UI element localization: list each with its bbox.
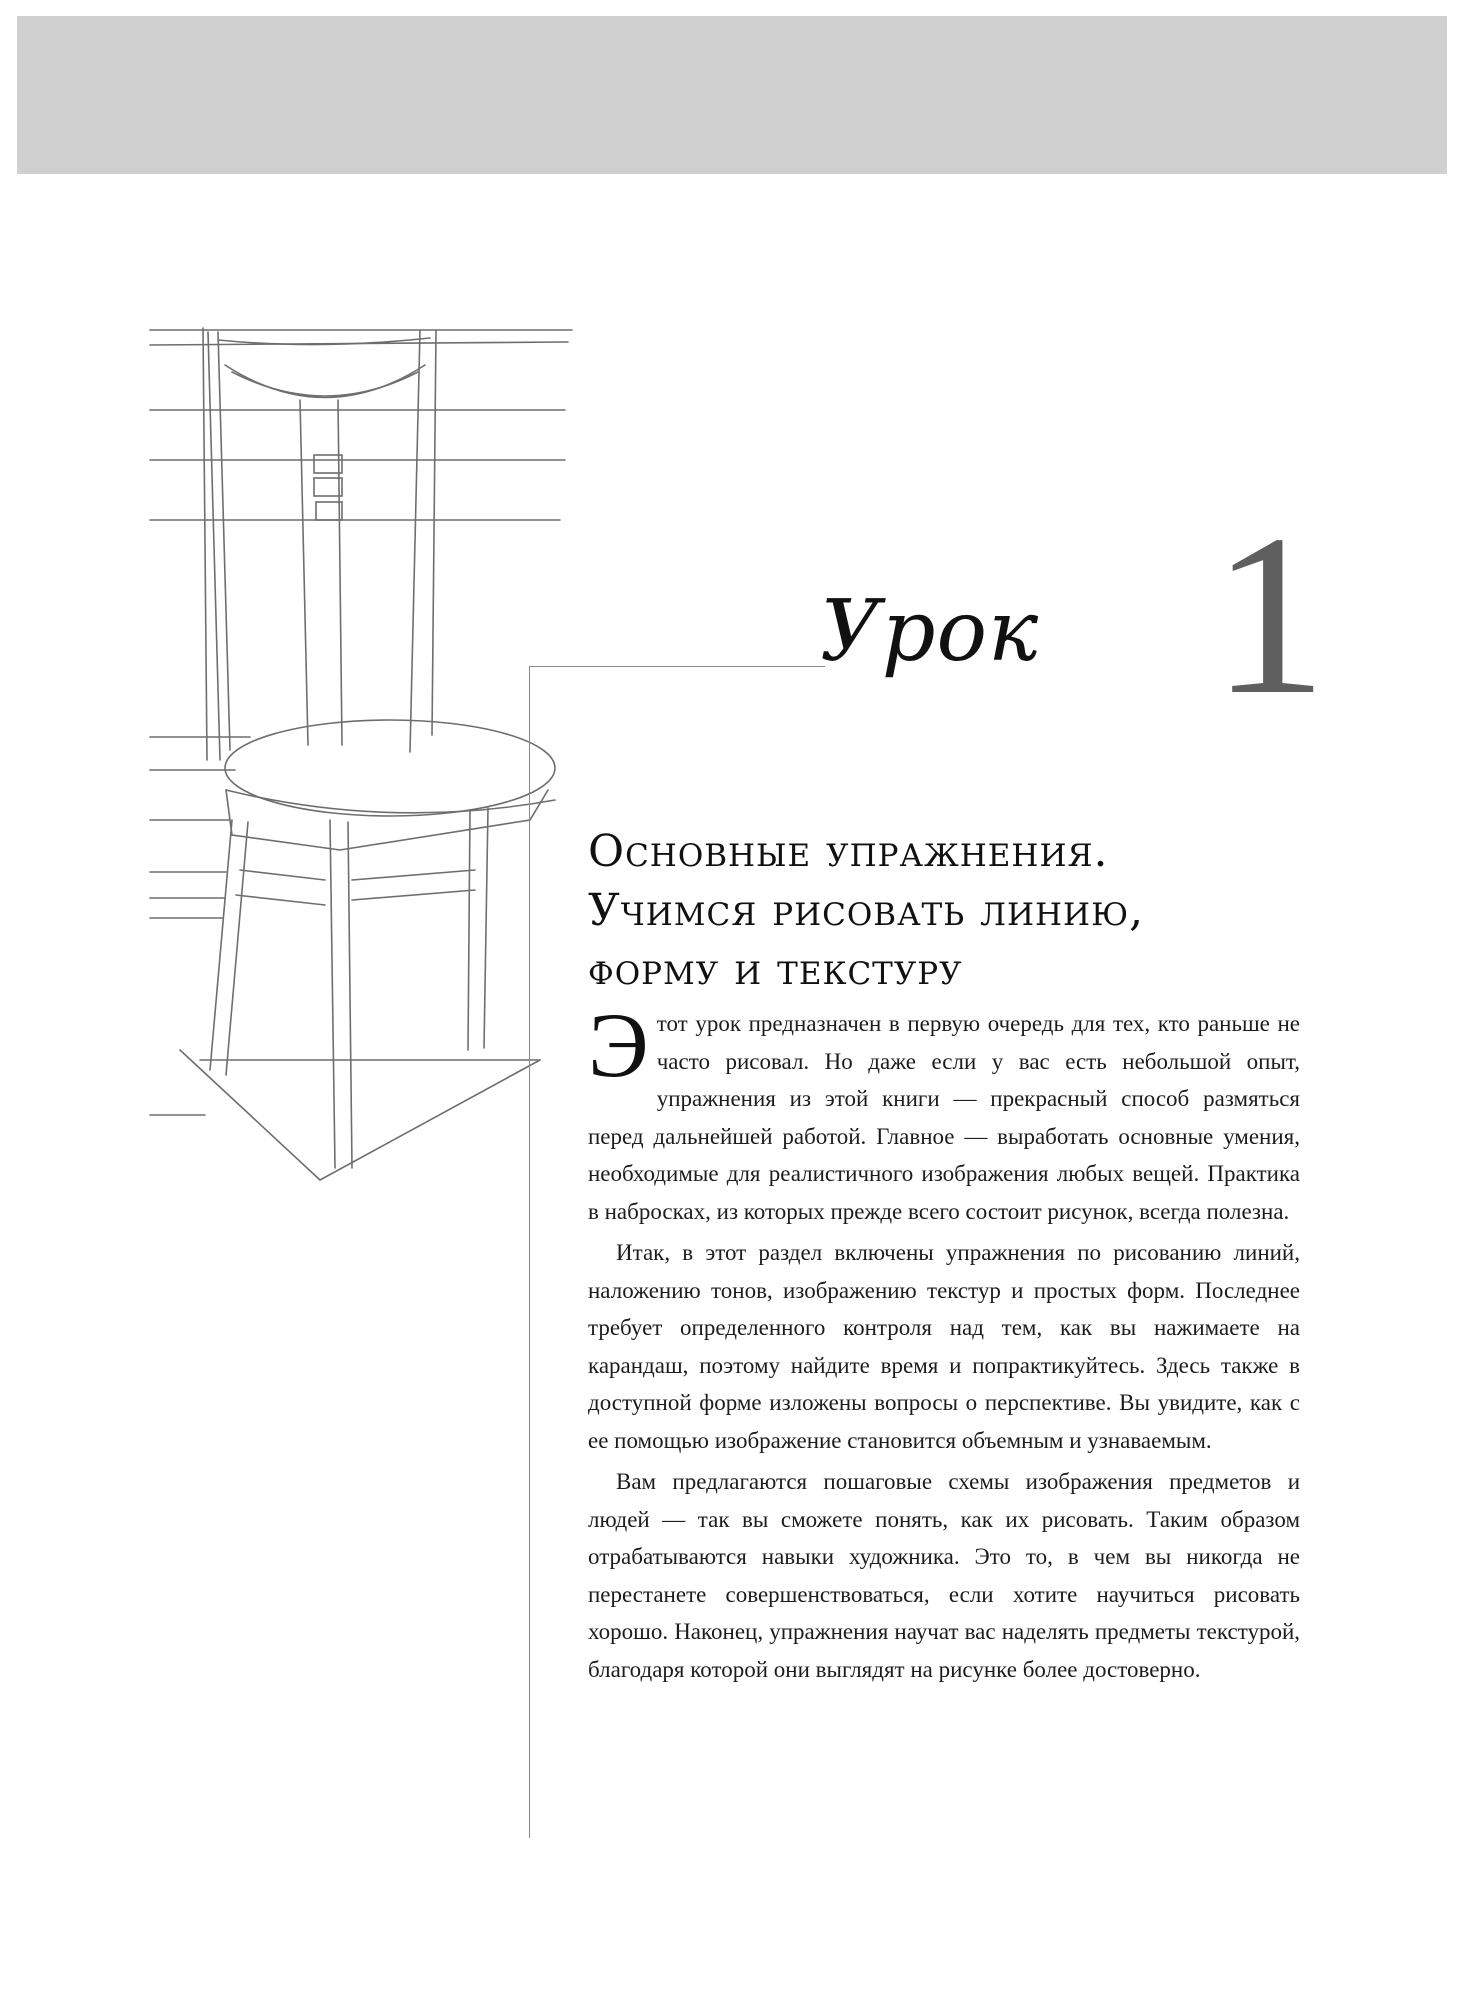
heading-line: Учимся рисовать линию,	[588, 885, 1145, 936]
paragraph	[588, 994, 1300, 1230]
heading-line: форму и текстуру	[588, 944, 963, 995]
lesson-number: 1	[1212, 487, 1327, 742]
chapter-heading	[588, 822, 1348, 999]
drop-cap: Э	[588, 994, 649, 1096]
lesson-label: Урок	[820, 582, 1040, 680]
body-text	[588, 994, 1300, 1692]
paragraph-text: тот урок предназначен в первую очередь для тех, кто раньше не часто рисовал. Но даже если у вас есть небольшой опыт, упражнения из этой книги — прекрасный способ размяться перед дальнейшей работой. Главное — выработать основные умения, необходимые для реалистичного изображения любых вещей. Практика в набросках, из которых прежде всего состоит рисунок, всегда полезна.	[588, 1011, 1300, 1224]
heading-line: Основные упражнения.	[588, 826, 1109, 877]
frame-rule-horizontal	[529, 666, 825, 667]
paragraph: Вам предлагаются пошаговые схемы изображения предметов и людей — так вы сможете понять, как их рисовать. Таким образом отрабатываются навыки художника. Это то, в чем вы никогда не перестанете совершенствоваться, если хотите научиться рисовать хорошо. Наконец, упражнения научат вас наделять предметы текстурой, благодаря которой они выглядят на рисунке более достоверно.	[588, 1469, 1300, 1682]
frame-rule-vertical	[529, 666, 530, 1838]
paragraph: Итак, в этот раздел включены упражнения по рисованию линий, наложению тонов, изображению текстур и простых форм. Последнее требует определенного контроля над тем, как вы нажимаете на карандаш, поэтому найдите время и попрактикуйтесь. Здесь также в доступной форме изложены вопросы о перспективе. Вы увидите, как с ее помощью изображение становится объемным и узнаваемым.	[588, 1240, 1300, 1453]
